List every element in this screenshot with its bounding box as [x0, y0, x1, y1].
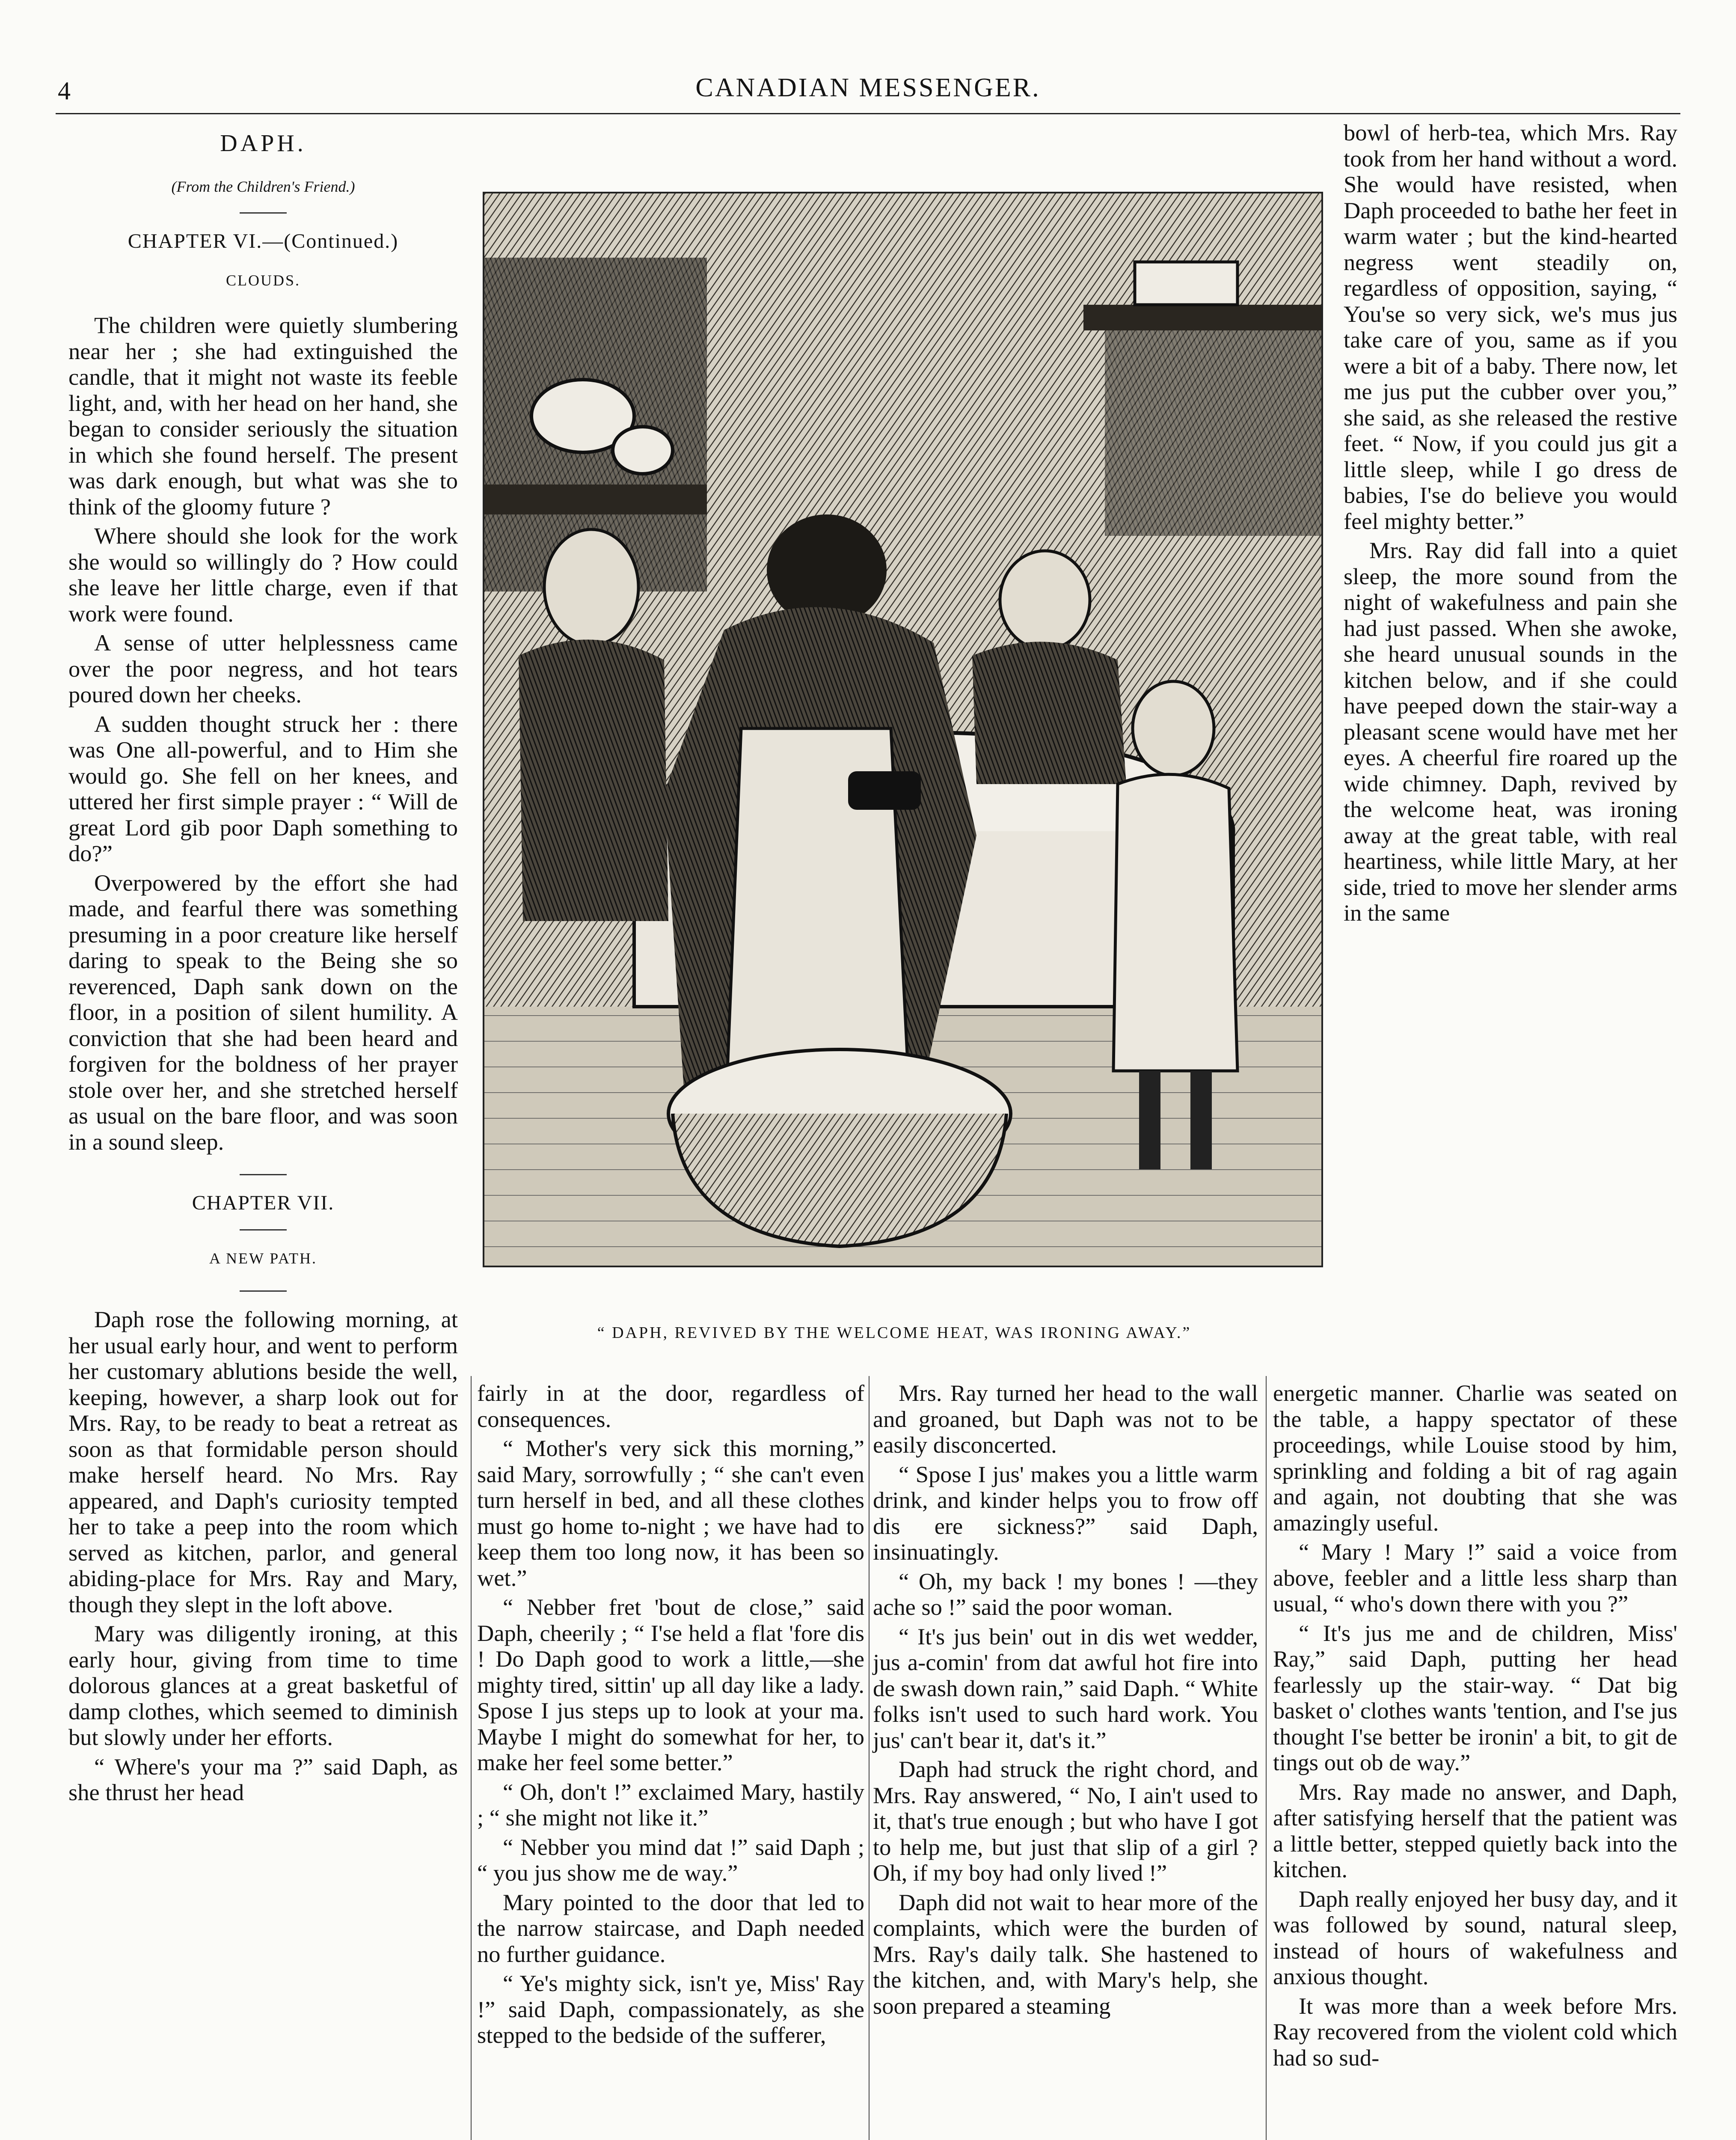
paragraph: “ Oh, my back ! my bones ! —they ache so !” said the poor woman. — [873, 1568, 1258, 1620]
paragraph: bowl of herb-tea, which Mrs. Ray took from her hand without a word. She would have resisted, when Daph proceeded to bathe her feet in warm water ; but the kind-hearted negress went steadily on, regardless of opposition, saying, “ You'se so very sick, we's mus jus take care of you, same as if you were a bit of a baby. There now, let me jus put the cubber over you,” she said, as she released the restive feet. “ Now, if you could jus git a little sleep, while I go dress de babies, I'se do believe you would feel mighty better.” — [1344, 119, 1677, 534]
illustration-caption: “ DAPH, REVIVED BY THE WELCOME HEAT, WAS IRONING AWAY.” — [597, 1324, 1192, 1342]
paragraph: Mary pointed to the door that led to the narrow staircase, and Daph needed no further guidance. — [477, 1889, 864, 1967]
story-source: (From the Children's Friend.) — [171, 178, 355, 195]
paragraph: It was more than a week before Mrs. Ray recovered from the violent cold which had so sud- — [1273, 1992, 1677, 2071]
paragraph: The children were quietly slumbering near her ; she had extinguished the candle, that it might not waste its feeble light, and, with her head on her hand, she began to consider seriously the situation in which she found herself. The present was dark enough, but what was she to think of the gloomy future ? — [68, 312, 458, 520]
page-number: 4 — [58, 77, 71, 105]
divider — [240, 1174, 287, 1175]
paragraph: “ Oh, don't !” exclaimed Mary, hastily ; “ she might not like it.” — [477, 1778, 864, 1831]
paragraph: “ Mother's very sick this morning,” said Mary, sorrowfully ; “ she can't even turn herself in bed, and all these clothes must go home to-night ; we have had to keep them too long now, it has been so wet.” — [477, 1435, 864, 1591]
paragraph: “ Nebber you mind dat !” said Daph ; “ you jus show me de way.” — [477, 1834, 864, 1886]
column-2 — [477, 1380, 864, 2052]
paragraph: “ It's jus me and de children, Miss' Ray,” said Daph, putting her head fearlessly up the stair-way. “ Dat big basket o' clothes wants 'tention, and I'se jus thought I'se better be ironin' a bit, to git de tings out ob de way.” — [1273, 1620, 1677, 1775]
chapter-subtitle: A NEW PATH. — [209, 1249, 318, 1267]
divider — [240, 1290, 287, 1292]
divider — [240, 212, 287, 214]
paragraph: A sudden thought struck her : there was One all-powerful, and to Him she would go. She fell on her knees, and uttered her first simple prayer : “ Will de great Lord gib poor Daph something to do?” — [68, 710, 458, 866]
column-1 — [68, 131, 458, 1809]
paragraph: “ Spose I jus' makes you a little warm drink, and kinder helps you to frow off dis ere sickness?” said Daph, insinuatingly. — [873, 1461, 1258, 1565]
paragraph: “ Nebber fret 'bout de close,” said Daph, cheerily ; “ I'se held a flat 'fore dis ! Do Daph good to work a little,—she mighty tired, sittin' up all day like a lady. Spose I jus steps up to look at your ma. Maybe I might do somewhat for her, to make her feel some better.” — [477, 1594, 864, 1775]
masthead: CANADIAN MESSENGER. — [695, 73, 1041, 102]
story-title: DAPH. — [220, 130, 306, 157]
paragraph: “ Mary ! Mary !” said a voice from above, feebler and a little less sharp than usual, “ who's down there with you ?” — [1273, 1539, 1677, 1617]
paragraph: “ It's jus bein' out in dis wet wedder, jus a-comin' from dat awful hot fire into de swash down rain,” said Daph. “ White folks isn't used to such hard work. You jus' can't bear it, dat's it.” — [873, 1623, 1258, 1753]
divider — [240, 1229, 287, 1230]
paragraph: “ Ye's mighty sick, isn't ye, Miss' Ray !” said Daph, compassionately, as she stepped to the bedside of the sufferer, — [477, 1970, 864, 2048]
column-3 — [873, 1380, 1258, 2022]
paragraph: “ Where's your ma ?” said Daph, as she thrust her head — [68, 1753, 458, 1805]
paragraph: Daph did not wait to hear more of the complaints, which were the burden of Mrs. Ray's daily talk. She hastened to the kitchen, and, with Mary's help, she soon prepared a steaming — [873, 1889, 1258, 2019]
column-4-upper — [1344, 120, 1677, 930]
paragraph: Mrs. Ray did fall into a quiet sleep, the more sound from the night of wakefulness and pain she had just passed. When she awoke, she heard unusual sounds in the kitchen below, and if she could have peeped down the stair-way a pleasant scene would have met her eyes. A cheerful fire roared up the wide chimney. Daph, revived by the welcome heat, was ironing away at the great table, with real heartiness, while little Mary, at her side, tried to move her slender arms in the same — [1344, 537, 1677, 926]
paragraph: Daph rose the following morning, at her usual early hour, and went to perform her customary ablutions beside the well, keeping, however, a sharp look out for Mrs. Ray, to be ready to beat a retreat as soon as that formidable person should make herself heard. No Mrs. Ray appeared, and Daph's curiosity tempted her to take a peep into the room which served as kitchen, parlor, and general abiding-place for Mrs. Ray and Mary, though they slept in the loft above. — [68, 1306, 458, 1617]
paragraph: fairly in at the door, regardless of consequences. — [477, 1380, 864, 1432]
column-divider — [471, 1376, 472, 2140]
engraving-kitchen-scene — [484, 193, 1321, 1266]
paragraph: A sense of utter helplessness came over the poor negress, and hot tears poured down her cheeks. — [68, 630, 458, 707]
illustration — [483, 192, 1323, 1267]
paragraph: energetic manner. Charlie was seated on the table, a happy spectator of these proceedings, while Louise stood by him, sprinkling and folding a bit of rag again and again, not doubting that she was amazingly useful. — [1273, 1380, 1677, 1536]
header-rule — [56, 113, 1680, 114]
paragraph: Daph had struck the right chord, and Mrs. Ray answered, “ No, I ain't used to it, that's true enough ; but who have I got to help me, but just that slip of a girl ? Oh, if my boy had only lived !” — [873, 1756, 1258, 1886]
chapter-heading: CHAPTER VII. — [192, 1192, 335, 1214]
paragraph: Daph really enjoyed her busy day, and it was followed by sound, natural sleep, instead of hours of wakefulness and anxious thought. — [1273, 1885, 1677, 1989]
paragraph: Where should she look for the work she would so willingly do ? How could she leave her little charge, even if that work were found. — [68, 523, 458, 627]
paragraph: Mary was diligently ironing, at this early hour, giving from time to time dolorous glances at a great basketful of damp clothes, which seemed to diminish but slowly under her efforts. — [68, 1620, 458, 1750]
paragraph: Mrs. Ray made no answer, and Daph, after satisfying herself that the patient was a little better, stepped quietly back into the kitchen. — [1273, 1778, 1677, 1882]
column-4-lower — [1273, 1380, 1677, 2074]
chapter-subtitle: CLOUDS. — [226, 271, 301, 289]
paragraph: Overpowered by the effort she had made, and fearful there was something presuming in a poor creature like herself daring to speak to the Being she so reverenced, Daph sank down on the floor, in a position of silent humility. A conviction that she had been heard and forgiven for the boldness of her prayer stole over her, and she stretched herself as usual on the bare floor, and was soon in a sound sleep. — [68, 869, 458, 1155]
column-divider — [1266, 1376, 1267, 2140]
chapter-heading: CHAPTER VI.—(Continued.) — [128, 230, 399, 253]
paragraph: Mrs. Ray turned her head to the wall and groaned, but Daph was not to be easily disconcerted. — [873, 1380, 1258, 1458]
